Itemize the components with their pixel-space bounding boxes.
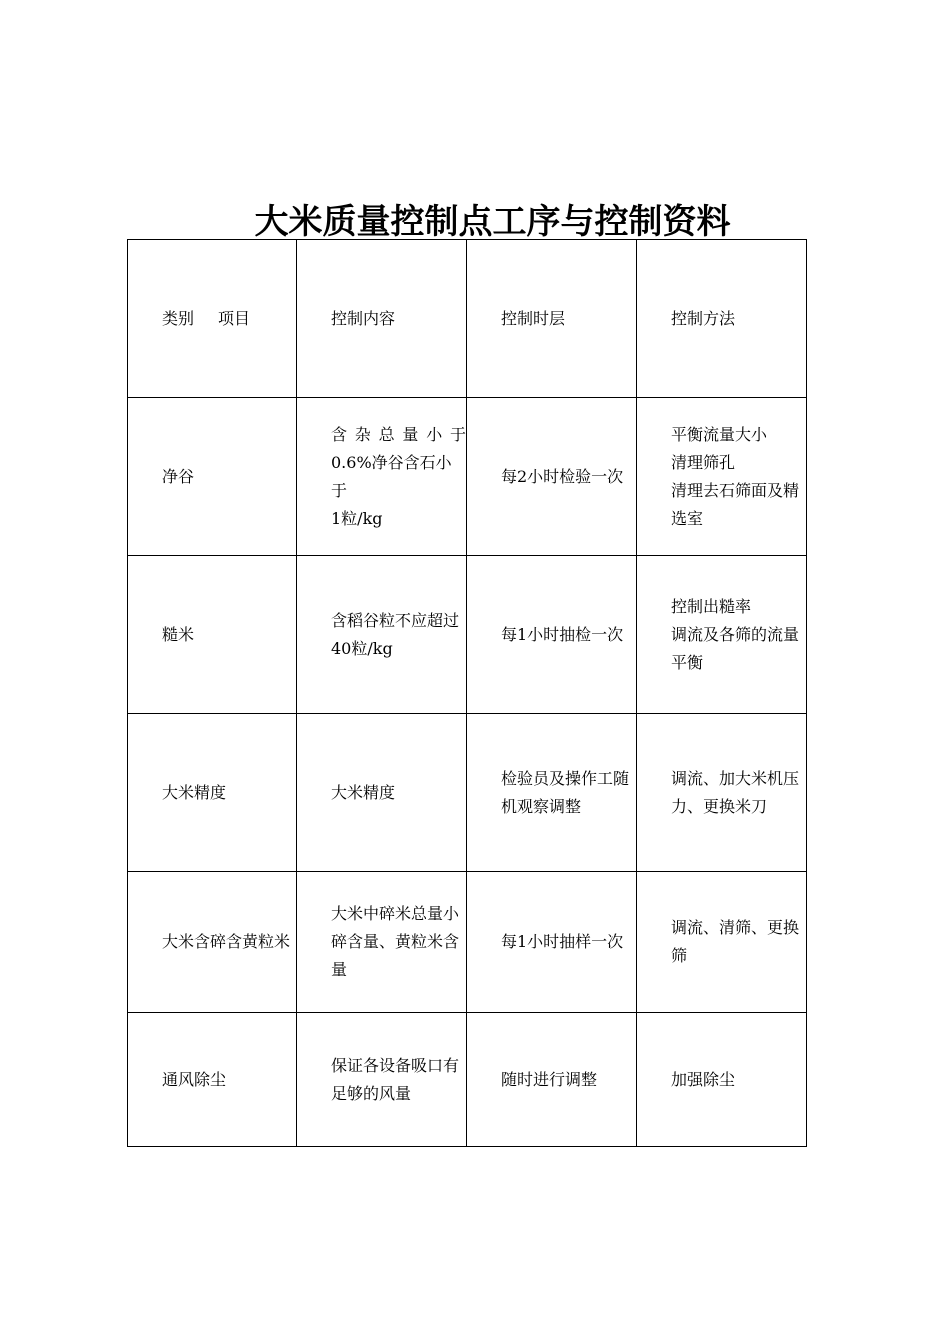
row-content-line: 含 杂 总 量 小 于	[331, 424, 466, 444]
row-method-line: 调流、清筛、更换	[671, 918, 800, 937]
page-title: 大米质量控制点工序与控制资料	[254, 202, 731, 242]
row-method	[637, 714, 807, 872]
table-row	[128, 398, 807, 556]
row-method-line: 调流及各筛的流量	[671, 624, 800, 644]
row-content-line: 保证各设备吸口有	[331, 1055, 460, 1075]
header-category: 类别	[162, 308, 195, 328]
row-timing: 每1小时抽样一次	[467, 872, 637, 1013]
row-method	[637, 872, 807, 1013]
row-timing: 随时进行调整	[467, 1013, 637, 1147]
row-method-line: 平衡流量大小	[671, 424, 768, 444]
row-category: 糙米	[128, 556, 297, 714]
row-category: 大米精度	[128, 714, 297, 872]
row-timing-line: 检验员及操作工随	[501, 768, 630, 788]
row-category: 通风除尘	[128, 1013, 297, 1147]
header-method: 控制方法	[637, 240, 807, 398]
row-content	[297, 714, 467, 872]
row-method-line: 筛	[671, 946, 688, 965]
row-content-line: 量	[331, 960, 348, 979]
row-content-line: 含稻谷粒不应超过	[331, 610, 460, 630]
header-category-item	[128, 240, 297, 398]
header-item: 项目	[218, 308, 251, 328]
table-row	[128, 556, 807, 714]
row-method	[637, 1013, 807, 1147]
row-category: 净谷	[128, 398, 297, 556]
row-content	[297, 556, 467, 714]
table-row	[128, 872, 807, 1013]
header-timing: 控制时层	[467, 240, 637, 398]
row-method-line: 平衡	[671, 652, 704, 672]
row-content-line: 1粒/kg	[331, 508, 383, 528]
row-content	[297, 1013, 467, 1147]
row-content-line: 碎含量、黄粒米含	[331, 932, 460, 951]
row-content-line: 大米中碎米总量小	[331, 904, 460, 923]
row-category: 大米含碎含黄粒米	[128, 872, 297, 1013]
row-timing-line: 机观察调整	[501, 796, 582, 816]
row-method-line: 力、更换米刀	[671, 796, 768, 816]
row-content-line: 大米精度	[331, 782, 396, 802]
row-content	[297, 398, 467, 556]
row-content-line: 40粒/kg	[331, 638, 393, 658]
row-method	[637, 556, 807, 714]
control-table-container	[127, 239, 807, 1147]
row-method-line: 调流、加大米机压	[671, 768, 800, 788]
row-content-line: 足够的风量	[331, 1083, 412, 1103]
row-timing: 每2小时检验一次	[467, 398, 637, 556]
control-table	[127, 239, 807, 1147]
row-timing	[467, 714, 637, 872]
table-row	[128, 714, 807, 872]
header-content: 控制内容	[297, 240, 467, 398]
row-timing: 每1小时抽检一次	[467, 556, 637, 714]
table-header-row	[128, 240, 807, 398]
row-method-line: 清理去石筛面及精	[671, 480, 800, 500]
row-content	[297, 872, 467, 1013]
row-method-line: 加强除尘	[671, 1069, 736, 1089]
row-method	[637, 398, 807, 556]
row-method-line: 控制出糙率	[671, 596, 752, 616]
table-row	[128, 1013, 807, 1147]
row-content-line: 0.6%净谷含石小于	[331, 452, 452, 500]
row-method-line: 清理筛孔	[671, 452, 736, 472]
row-method-line: 选室	[671, 508, 704, 528]
